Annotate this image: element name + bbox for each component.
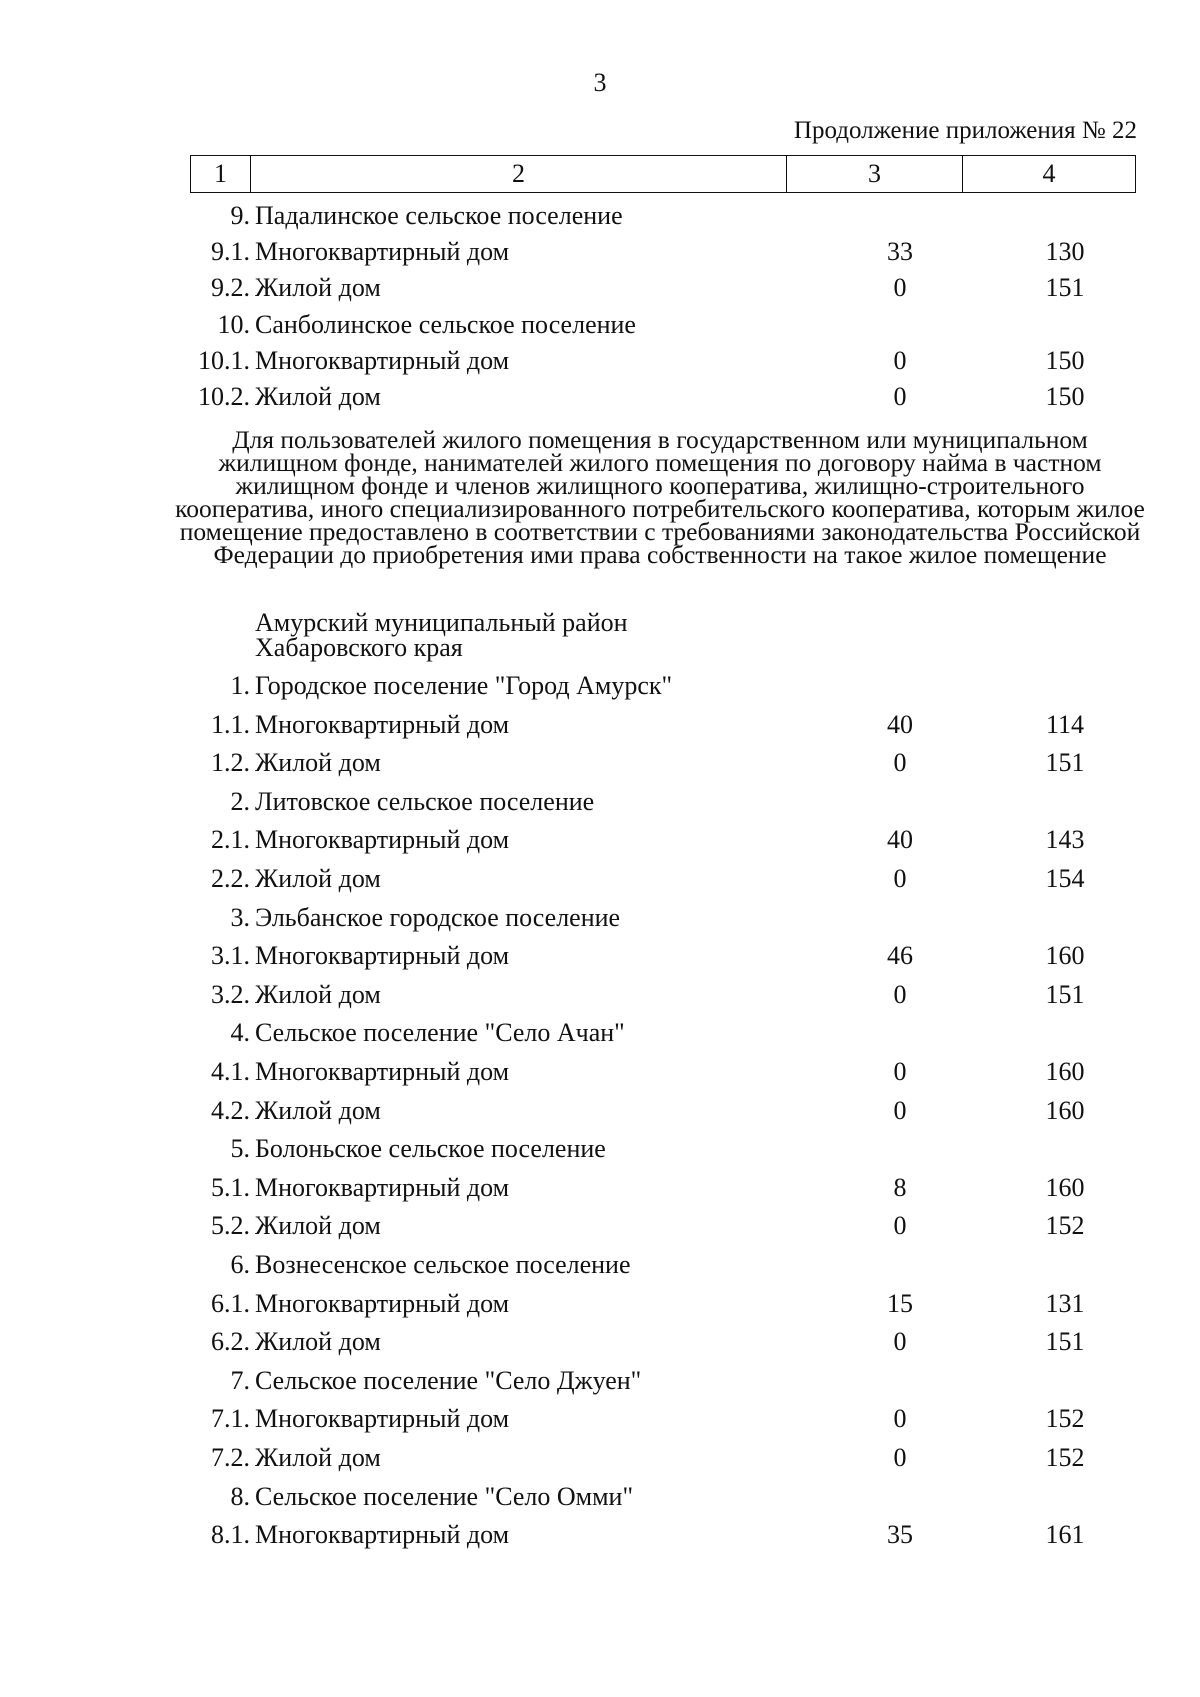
row-number: 7.: [230, 1365, 250, 1395]
row-name: Многоквартирный дом: [255, 1288, 510, 1318]
table-row: [0, 827, 1200, 863]
row-name: Жилой дом: [255, 382, 381, 411]
table-row: [0, 384, 1200, 420]
row-name: Жилой дом: [255, 979, 381, 1009]
table-row: [0, 1329, 1200, 1365]
table-row: [0, 1172, 1200, 1211]
row-value-col3: 40: [887, 825, 913, 855]
row-number: 2.2.: [211, 864, 250, 893]
row-value-col4: 160: [1045, 1057, 1085, 1086]
row-value-col4: 160: [1045, 1172, 1085, 1202]
table-row: [0, 1481, 1200, 1520]
row-number: 3.: [230, 902, 250, 932]
row-value-col4: 152: [1045, 1404, 1085, 1434]
row-number: 2.: [230, 786, 250, 816]
column-number-3: 3: [787, 156, 963, 193]
table-row: [0, 673, 1200, 709]
row-value-col4: 160: [1045, 941, 1085, 971]
row-value-col4: 114: [1045, 709, 1085, 739]
row-name: Падалинское сельское поселение: [255, 201, 623, 230]
row-name: Жилой дом: [255, 1443, 381, 1472]
row-number: 10.1.: [198, 345, 250, 375]
row-name: Многоквартирный дом: [255, 1404, 510, 1434]
row-name: Многоквартирный дом: [255, 941, 510, 971]
row-number: 1.1.: [211, 709, 250, 739]
row-value-col4: 151: [1045, 979, 1085, 1009]
district-heading: Амурский муниципальный район Хабаровского края: [255, 608, 628, 662]
table-row: [0, 979, 1200, 1018]
table-row: [0, 1095, 1200, 1134]
row-value-col4: 131: [1045, 1288, 1085, 1318]
row-number: 3.2.: [211, 979, 250, 1009]
table-row: [0, 203, 1200, 239]
row-value-col4: 161: [1045, 1520, 1085, 1550]
row-value-col4: 151: [1045, 1327, 1085, 1357]
table-row: [0, 750, 1200, 786]
row-name: Санболинское сельское поселение: [255, 309, 636, 339]
row-name: Многоквартирный дом: [255, 237, 510, 267]
page-number: 3: [593, 68, 607, 97]
row-value-col3: 15: [887, 1288, 913, 1318]
row-value-col3: 0: [893, 1327, 907, 1357]
row-name: Сельское поселение "Село Джуен": [255, 1365, 642, 1395]
row-value-col3: 46: [887, 941, 913, 971]
row-value-col4: 150: [1045, 345, 1085, 375]
table-header: [190, 155, 1136, 193]
row-number: 6.: [230, 1250, 250, 1279]
table-row: [0, 786, 1200, 825]
table-row: [0, 866, 1200, 902]
table-row: [0, 1136, 1200, 1172]
row-value-col3: 35: [887, 1520, 913, 1550]
column-number-2: 2: [251, 156, 787, 193]
table-row: [0, 943, 1200, 979]
row-number: 8.1.: [211, 1520, 250, 1550]
row-value-col3: 8: [893, 1172, 907, 1202]
row-number: 5.2.: [211, 1211, 250, 1241]
row-value-col4: 150: [1045, 382, 1085, 411]
row-value-col4: 151: [1045, 273, 1085, 303]
row-value-col4: 160: [1045, 1095, 1085, 1125]
row-value-col3: 0: [893, 979, 907, 1009]
row-number: 1.: [230, 671, 250, 700]
row-name: Многоквартирный дом: [255, 1057, 510, 1086]
table-row: [0, 1445, 1200, 1481]
table-row: [0, 709, 1200, 748]
row-name: Сельское поселение "Село Ачан": [255, 1018, 625, 1048]
row-name: Многоквартирный дом: [255, 345, 510, 375]
row-number: 6.2.: [211, 1327, 250, 1357]
row-value-col3: 0: [893, 748, 907, 778]
row-name: Вознесенское сельское поселение: [255, 1250, 631, 1279]
row-value-col4: 152: [1045, 1211, 1085, 1241]
row-name: Многоквартирный дом: [255, 1520, 510, 1550]
row-number: 9.1.: [211, 237, 250, 267]
row-value-col4: 151: [1045, 748, 1085, 778]
table-row: [0, 1288, 1200, 1327]
row-number: 8.: [230, 1481, 250, 1511]
table-row: [0, 1522, 1200, 1558]
table-row: [0, 1213, 1200, 1249]
row-value-col4: 143: [1045, 825, 1085, 855]
row-name: Многоквартирный дом: [255, 825, 510, 855]
row-value-col3: 0: [893, 382, 907, 411]
table-row: [0, 1406, 1200, 1442]
row-number: 10.2.: [198, 382, 250, 411]
row-value-col3: 0: [893, 864, 907, 893]
row-number: 1.2.: [211, 748, 250, 778]
table-row: [0, 902, 1200, 941]
row-number: 10.: [217, 309, 250, 339]
row-name: Жилой дом: [255, 1211, 381, 1241]
table-row: [0, 1365, 1200, 1404]
row-number: 9.2.: [211, 273, 250, 303]
row-name: Жилой дом: [255, 1095, 381, 1125]
category-note: Для пользователей жилого помещения в государственном или муниципальном жилищном фонде, нанимателей жилого помещения по договору найма в частном жилищном фонде и членов жилищного кооператива, жилищно-строительного кооператива, иного специализированного потребительского кооператива, которым жилое помещение предоставлено в соответствии с требованиями законодательства Российской Федерации до приобретения ими права собственности на такое жилое помещение: [175, 425, 1145, 569]
table-row: [0, 1020, 1200, 1056]
row-number: 3.1.: [211, 941, 250, 971]
table-row: [0, 275, 1200, 311]
row-number: 9.: [230, 201, 250, 230]
row-name: Многоквартирный дом: [255, 709, 510, 739]
row-name: Эльбанское городское поселение: [255, 902, 621, 932]
row-number: 5.: [230, 1134, 250, 1164]
row-value-col3: 0: [893, 1057, 907, 1086]
row-name: Литовское сельское поселение: [255, 786, 595, 816]
row-number: 5.1.: [211, 1172, 250, 1202]
row-name: Жилой дом: [255, 1327, 381, 1357]
row-number: 6.1.: [211, 1288, 250, 1318]
table-row: [0, 1059, 1200, 1095]
table-row: [0, 239, 1200, 275]
row-number: 7.1.: [211, 1404, 250, 1434]
row-value-col3: 40: [887, 709, 913, 739]
row-value-col4: 152: [1045, 1443, 1085, 1472]
row-number: 4.: [230, 1018, 250, 1048]
table-row: [0, 345, 1200, 384]
row-name: Многоквартирный дом: [255, 1172, 510, 1202]
row-name: Жилой дом: [255, 748, 381, 778]
row-number: 7.2.: [211, 1443, 250, 1472]
row-number: 2.1.: [211, 825, 250, 855]
row-name: Жилой дом: [255, 864, 381, 893]
row-value-col3: 0: [893, 1404, 907, 1434]
row-value-col3: 0: [893, 1211, 907, 1241]
column-number-4: 4: [963, 156, 1136, 193]
table-row: [0, 1252, 1200, 1288]
row-value-col3: 0: [893, 273, 907, 303]
appendix-continuation-label: Продолжение приложения № 22: [793, 117, 1137, 144]
row-value-col3: 0: [893, 1443, 907, 1472]
row-value-col3: 33: [887, 237, 913, 267]
row-value-col4: 154: [1045, 864, 1085, 893]
row-number: 4.1.: [211, 1057, 250, 1086]
row-value-col4: 130: [1045, 237, 1085, 267]
row-number: 4.2.: [211, 1095, 250, 1125]
row-value-col3: 0: [893, 345, 907, 375]
row-name: Сельское поселение "Село Омми": [255, 1481, 634, 1511]
row-value-col3: 0: [893, 1095, 907, 1125]
table-row: [0, 309, 1200, 348]
column-number-1: 1: [191, 156, 251, 193]
row-name: Городское поселение "Город Амурск": [255, 671, 673, 700]
row-name: Болоньское сельское поселение: [255, 1134, 606, 1164]
row-name: Жилой дом: [255, 273, 381, 303]
